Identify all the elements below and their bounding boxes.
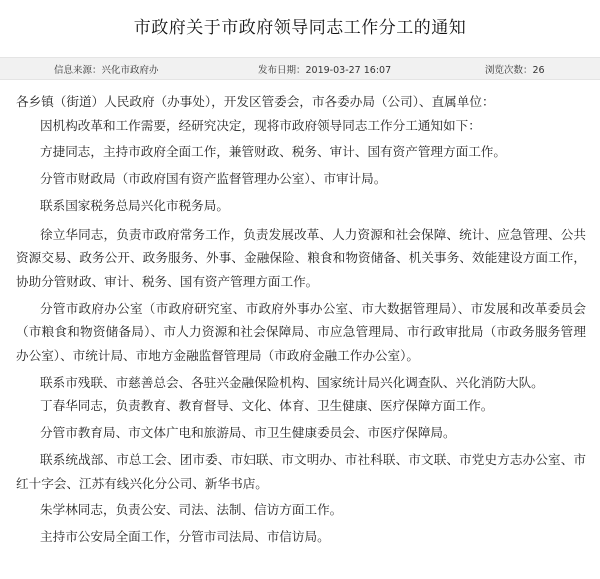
body-paragraph: 丁春华同志，负责教育、教育督导、文化、体育、卫生健康、医疗保障方面工作。: [40, 398, 494, 414]
body-paragraph: 主持市公安局全面工作，分管市司法局、市信访局。: [40, 528, 330, 544]
article-meta-bar: [0, 57, 600, 80]
info-source: 信息来源：兴化市政府办: [54, 65, 159, 76]
body-paragraph: 联系国家税务总局兴化市税务局。: [40, 197, 229, 213]
publish-date: 发布日期：2019-03-27 16:07: [258, 65, 392, 76]
body-paragraph: 朱学林同志，负责公安、司法、法制、信访方面工作。: [40, 502, 343, 518]
body-paragraph: 联系市残联、市慈善总会、各驻兴金融保险机构、国家统计局兴化调查队、兴化消防大队。: [40, 374, 544, 390]
body-paragraph: 分管市政府办公室（市政府研究室、市政府外事办公室、市大数据管理局）、市发展和改革委员会（市粮食和物资储备局）、市人力资源和社会保障局、市应急管理局、市行政审批局（市政务服务管理办公室）、市统计局、市地方金融监督管理局（市政府金融工作办公室）。: [16, 300, 586, 364]
body-paragraph: 分管市教育局、市文体广电和旅游局、市卫生健康委员会、市医疗保障局。: [40, 425, 456, 441]
body-paragraph: 因机构改革和工作需要，经研究决定，现将市政府领导同志工作分工通知如下：: [40, 117, 481, 133]
salutation-paragraph: 各乡镇（街道）人民政府（办事处），开发区管委会，市各委办局（公司）、直属单位：: [16, 94, 495, 109]
article-body: [16, 90, 586, 549]
body-paragraph: 联系统战部、市总工会、团市委、市妇联、市文明办、市社科联、市文联、市党史方志办公室、市红十字会、江苏有线兴化分公司、新华书店。: [16, 451, 586, 491]
view-count: 浏览次数：26: [485, 65, 545, 76]
body-paragraph: 分管市财政局（市政府国有资产监督管理办公室）、市审计局。: [40, 171, 387, 187]
article-title: 市政府关于市政府领导同志工作分工的通知: [133, 18, 467, 38]
body-paragraph: 方捷同志，主持市政府全面工作，兼管财政、税务、审计、国有资产管理方面工作。: [40, 144, 506, 160]
body-paragraph: 徐立华同志，负责市政府常务工作，负责发展改革、人力资源和社会保障、统计、应急管理、公共资源交易、政务公开、政务服务、外事、金融保险、粮食和物资储备、机关事务、效能建设方面工作，协助分管财政、审计、税务、国有资产管理方面工作。: [16, 226, 586, 289]
